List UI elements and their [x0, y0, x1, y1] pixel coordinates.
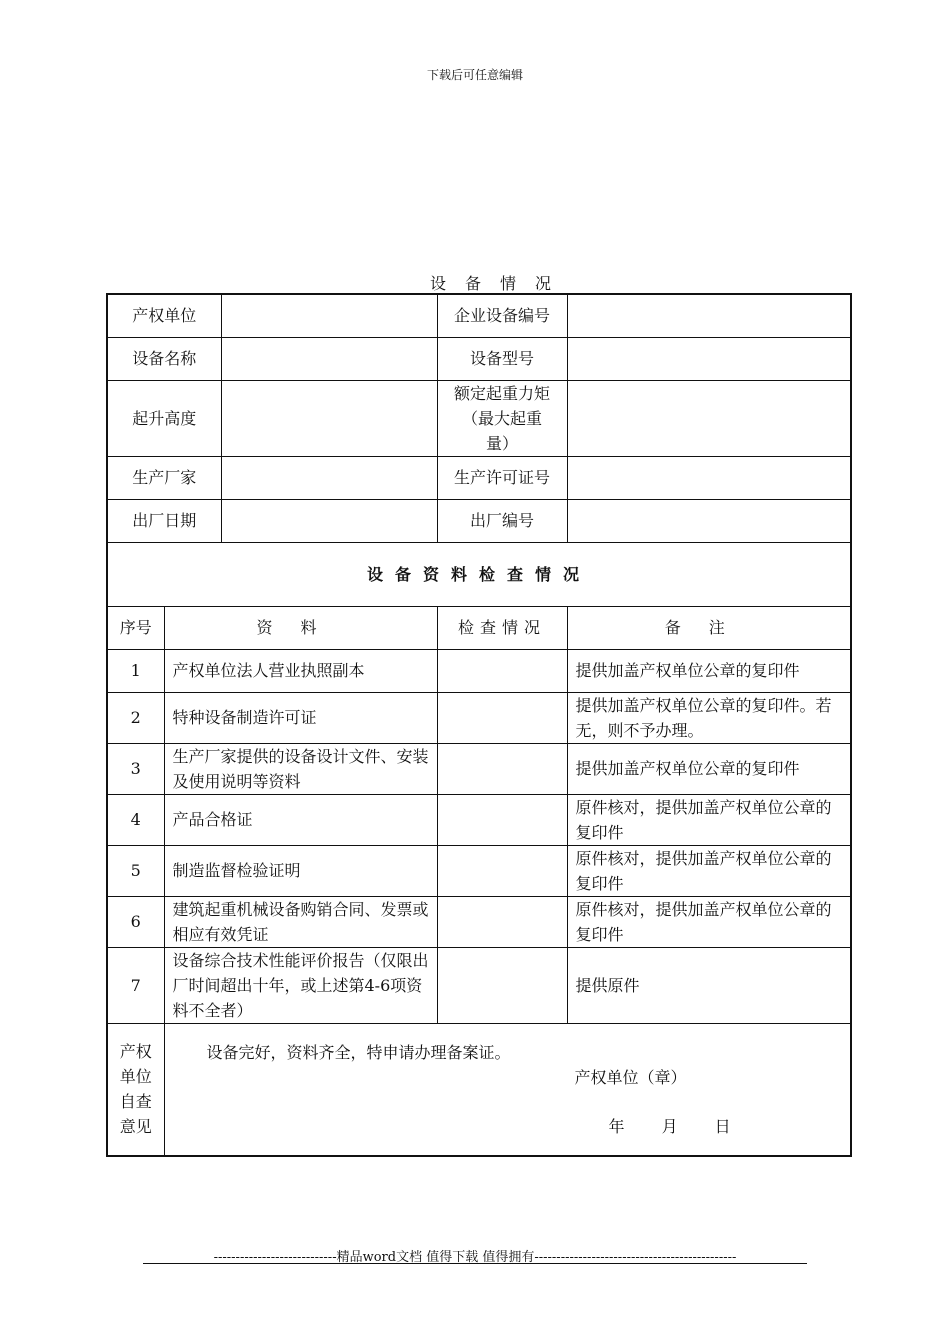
row-remark: 原件核对，提供加盖产权单位公章的复印件 [567, 896, 851, 947]
check-title-row [107, 542, 851, 606]
section-caption: 设备情况 [429, 274, 570, 293]
torque-value-field[interactable] [567, 380, 851, 456]
row-remark: 提供加盖产权单位公章的复印件 [567, 649, 851, 692]
row-remark: 提供原件 [567, 947, 851, 1023]
date-value-field[interactable] [221, 499, 437, 542]
row-no: 7 [107, 947, 164, 1023]
owner-label: 产权单位 [107, 294, 221, 337]
opinion-text: 设备完好，资料齐全，特申请办理备案证。 [206, 1042, 511, 1062]
footer-line: ----------------------------精品word文档 值得下载 值得拥有---------------------------------------------- [213, 1250, 737, 1265]
equipment-row [107, 337, 851, 380]
opinion-cell [164, 1023, 851, 1156]
row-status-field[interactable] [437, 896, 567, 947]
header-remark: 备注 [567, 606, 851, 649]
equipment-row [107, 456, 851, 499]
name-value-field[interactable] [221, 337, 437, 380]
table-row [107, 743, 851, 794]
row-no: 1 [107, 649, 164, 692]
model-value-field[interactable] [567, 337, 851, 380]
owner-value-field[interactable] [221, 294, 437, 337]
row-no: 2 [107, 692, 164, 743]
row-remark: 提供加盖产权单位公章的复印件。若无，则不予办理。 [567, 692, 851, 743]
opinion-seal: 产权单位（章） [574, 1067, 687, 1087]
row-doc: 设备综合技术性能评价报告（仅限出厂时间超出十年，或上述第4-6项资料不全者） [164, 947, 437, 1023]
name-label: 设备名称 [107, 337, 221, 380]
row-no: 5 [107, 845, 164, 896]
row-status-field[interactable] [437, 649, 567, 692]
maker-label: 生产厂家 [107, 456, 221, 499]
height-value-field[interactable] [221, 380, 437, 456]
row-status-field[interactable] [437, 845, 567, 896]
row-doc: 制造监督检验证明 [164, 845, 437, 896]
row-doc: 建筑起重机械设备购销合同、发票或相应有效凭证 [164, 896, 437, 947]
row-status-field[interactable] [437, 794, 567, 845]
row-doc: 特种设备制造许可证 [164, 692, 437, 743]
row-no: 6 [107, 896, 164, 947]
maker-value-field[interactable] [221, 456, 437, 499]
header-note: 下载后可任意编辑 [426, 68, 523, 82]
table-row [107, 649, 851, 692]
equipment-row [107, 294, 851, 337]
date-label: 出厂日期 [107, 499, 221, 542]
opinion-label: 产权单位自查意见 [107, 1023, 164, 1156]
serial-label: 出厂编号 [437, 499, 567, 542]
equipment-row [107, 380, 851, 456]
license-label: 生产许可证号 [437, 456, 567, 499]
opinion-date: 年 月 日 [608, 1116, 731, 1136]
opinion-body [165, 1024, 851, 1155]
row-no: 3 [107, 743, 164, 794]
equipment-form-table [106, 293, 852, 1157]
torque-label: 额定起重力矩（最大起重量） [437, 380, 567, 456]
row-no: 4 [107, 794, 164, 845]
check-section-title: 设备资料检查情况 [107, 542, 851, 606]
table-row [107, 692, 851, 743]
row-doc: 生产厂家提供的设备设计文件、安装及使用说明等资料 [164, 743, 437, 794]
company-no-value-field[interactable] [567, 294, 851, 337]
row-remark: 提供加盖产权单位公章的复印件 [567, 743, 851, 794]
serial-value-field[interactable] [567, 499, 851, 542]
row-remark: 原件核对，提供加盖产权单位公章的复印件 [567, 845, 851, 896]
header-status: 检查情况 [437, 606, 567, 649]
row-status-field[interactable] [437, 947, 567, 1023]
header-doc: 资料 [164, 606, 437, 649]
row-doc: 产品合格证 [164, 794, 437, 845]
license-value-field[interactable] [567, 456, 851, 499]
row-remark: 原件核对，提供加盖产权单位公章的复印件 [567, 794, 851, 845]
footer-divider [143, 1263, 807, 1264]
row-doc: 产权单位法人营业执照副本 [164, 649, 437, 692]
check-header-row [107, 606, 851, 649]
header-no: 序号 [107, 606, 164, 649]
company-no-label: 企业设备编号 [437, 294, 567, 337]
table-row [107, 845, 851, 896]
height-label: 起升高度 [107, 380, 221, 456]
row-status-field[interactable] [437, 692, 567, 743]
table-row [107, 947, 851, 1023]
table-row [107, 896, 851, 947]
row-status-field[interactable] [437, 743, 567, 794]
equipment-row [107, 499, 851, 542]
model-label: 设备型号 [437, 337, 567, 380]
table-row [107, 794, 851, 845]
opinion-row [107, 1023, 851, 1156]
